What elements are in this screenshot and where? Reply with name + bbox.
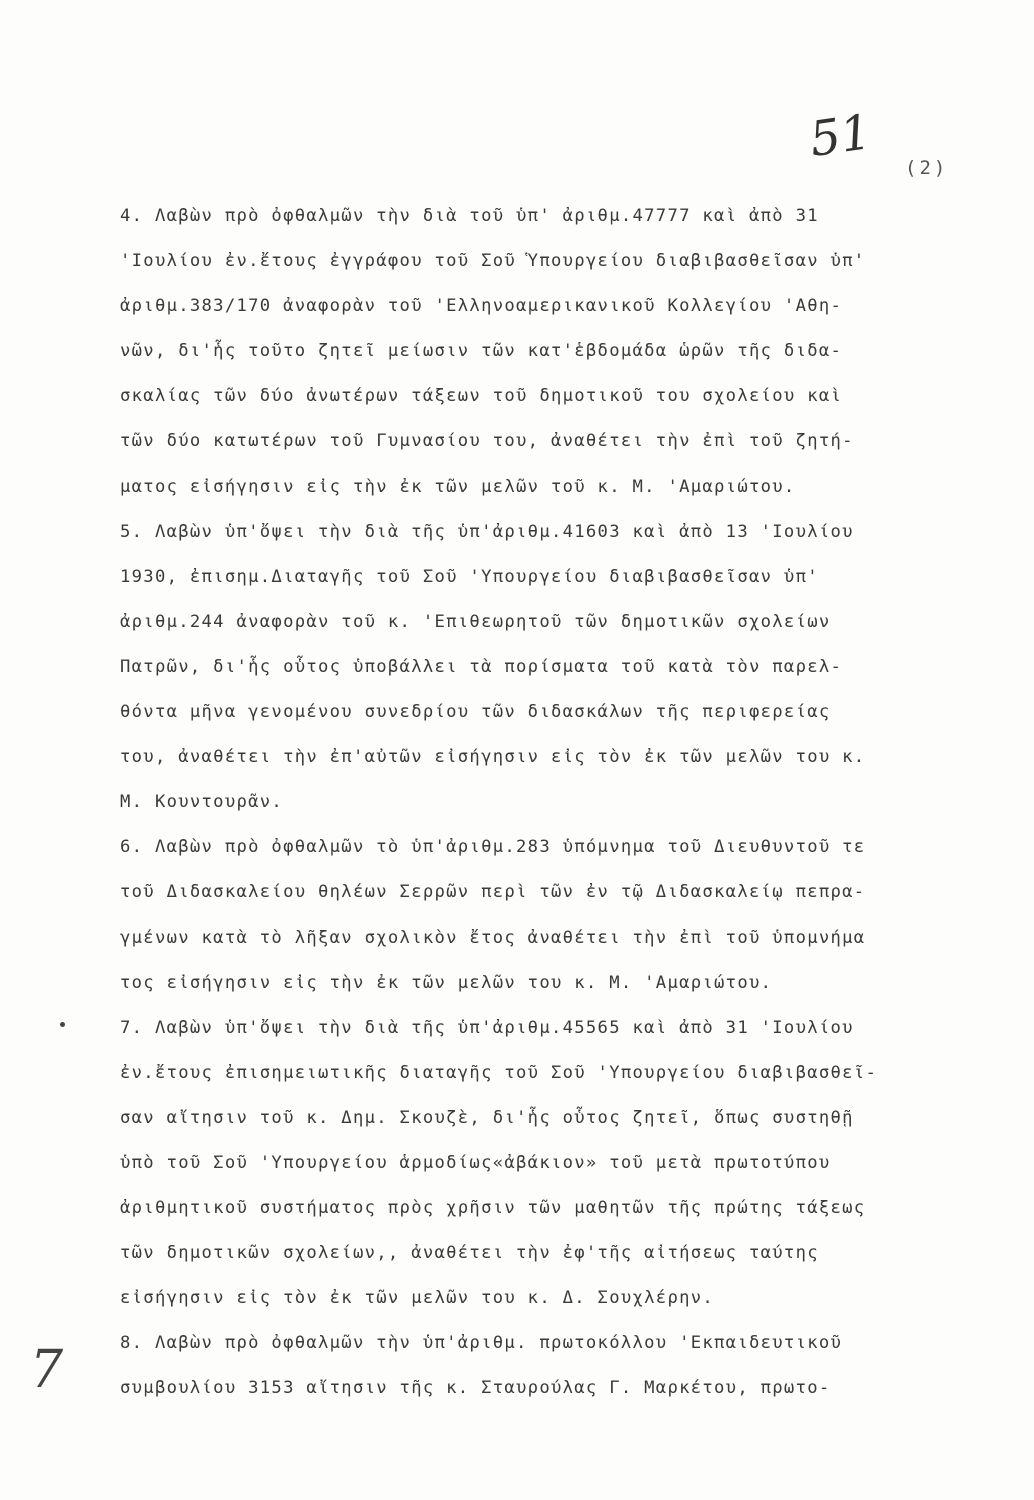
text-line: ἀριθμ.244 ἀναφορὰν τοῦ κ. 'Επιθεωρητοῦ τῶν δημοτικῶν σχολείων bbox=[120, 611, 831, 632]
margin-dot bbox=[60, 1022, 65, 1027]
text-line: 'Ιουλίου ἐν.ἔτους ἐγγράφου τοῦ Σοῦ Ὑπουργείου διαβιβασθεῖσαν ὑπ' bbox=[120, 251, 866, 272]
text-line: ἐν.ἔτους ἐπισημειωτικῆς διαταγῆς τοῦ Σοῦ 'Υπουργείου διαβιβασθεῖ- bbox=[120, 1062, 878, 1083]
page-number: (2) bbox=[905, 157, 949, 179]
text-line: Πατρῶν, δι'ἧς οὗτος ὑποβάλλει τὰ πορίσματα τοῦ κατὰ τὸν παρελ- bbox=[120, 656, 843, 677]
text-line: 4. Λαβὼν πρὸ ὀφθαλμῶν τὴν διὰ τοῦ ὑπ' ἀριθμ.47777 καὶ ἀπὸ 31 bbox=[120, 206, 819, 226]
text-line: νῶν, δι'ἧς τοῦτο ζητεῖ μείωσιν τῶν κατ'ἑβδομάδα ὡρῶν τῆς διδα- bbox=[120, 341, 843, 362]
typed-body-text bbox=[120, 194, 1025, 1412]
text-line: τος εἰσήγησιν εἰς τὴν ἐκ τῶν μελῶν του κ. Μ. 'Αμαριώτου. bbox=[120, 972, 773, 993]
text-line: Μ. Κουντουρᾶν. bbox=[120, 792, 284, 813]
text-line: εἰσήγησιν εἰς τὸν ἐκ τῶν μελῶν του κ. Δ. Σουχλέρην. bbox=[120, 1288, 715, 1309]
text-line: 8. Λαβὼν πρὸ ὀφθαλμῶν τὴν ὑπ'ἀριθμ. πρωτοκόλλου 'Εκπαιδευτικοῦ bbox=[120, 1333, 843, 1354]
text-line: συμβουλίου 3153 αἴτησιν τῆς κ. Σταυρούλας Γ. Μαρκέτου, πρωτο- bbox=[120, 1378, 831, 1399]
text-line: ματος εἰσήγησιν εἰς τὴν ἐκ τῶν μελῶν τοῦ κ. Μ. 'Αμαριώτου. bbox=[120, 476, 796, 497]
text-line: σαν αἴτησιν τοῦ κ. Δημ. Σκουζὲ, δι'ἧς οὗτος ζητεῖ, ὅπως συστηθῇ bbox=[120, 1107, 854, 1128]
text-line: τῶν δύο κατωτέρων τοῦ Γυμνασίου του, ἀναθέτει τὴν ἐπὶ τοῦ ζητή- bbox=[120, 431, 854, 452]
text-line: 5. Λαβὼν ὑπ'ὄψει τὴν διὰ τῆς ὑπ'ἀριθμ.41603 καὶ ἀπὸ 13 'Ιουλίου bbox=[120, 521, 854, 542]
handwritten-margin-mark: 7 bbox=[30, 1340, 64, 1400]
text-line: ἀριθμ.383/170 ἀναφορὰν τοῦ 'Ελληνοαμερικανικοῦ Κολλεγίου 'Αθη- bbox=[120, 296, 843, 317]
text-line: 7. Λαβὼν ὑπ'ὄψει τὴν διὰ τῆς ὑπ'ἀριθμ.45565 καὶ ἀπὸ 31 'Ιουλίου bbox=[120, 1017, 854, 1038]
text-line: τοῦ Διδασκαλείου θηλέων Σερρῶν περὶ τῶν ἐν τῷ Διδασκαλείῳ πεπρα- bbox=[120, 882, 866, 903]
text-line: γμένων κατὰ τὸ λῆξαν σχολικὸν ἔτος ἀναθέτει τὴν ἐπὶ τοῦ ὑπομνήμα bbox=[120, 927, 866, 948]
handwritten-folio-number: 51 bbox=[806, 104, 875, 168]
text-line: του, ἀναθέτει τὴν ἐπ'αὐτῶν εἰσήγησιν εἰς τὸν ἐκ τῶν μελῶν του κ. bbox=[120, 747, 866, 768]
text-line: τῶν δημοτικῶν σχολείων,, ἀναθέτει τὴν ἐφ'τῆς αἰτήσεως ταύτης bbox=[120, 1243, 819, 1264]
text-line: θόντα μῆνα γενομένου συνεδρίου τῶν διδασκάλων τῆς περιφερείας bbox=[120, 702, 831, 723]
text-line: ἀριθμητικοῦ συστήματος πρὸς χρῆσιν τῶν μαθητῶν τῆς πρώτης τάξεως bbox=[120, 1198, 866, 1219]
text-line: 6. Λαβὼν πρὸ ὀφθαλμῶν τὸ ὑπ'ἀριθμ.283 ὑπόμνημα τοῦ Διευθυντοῦ τε bbox=[120, 837, 866, 858]
text-line: 1930, ἐπισημ.Διαταγῆς τοῦ Σοῦ 'Υπουργείου διαβιβασθεῖσαν ὑπ' bbox=[120, 566, 819, 587]
text-line: ὑπὸ τοῦ Σοῦ 'Υπουργείου ἁρμοδίως«ἀβάκιον» τοῦ μετὰ πρωτοτύπου bbox=[120, 1152, 831, 1173]
text-line: σκαλίας τῶν δύο ἀνωτέρων τάξεων τοῦ δημοτικοῦ του σχολείου καὶ bbox=[120, 386, 843, 407]
